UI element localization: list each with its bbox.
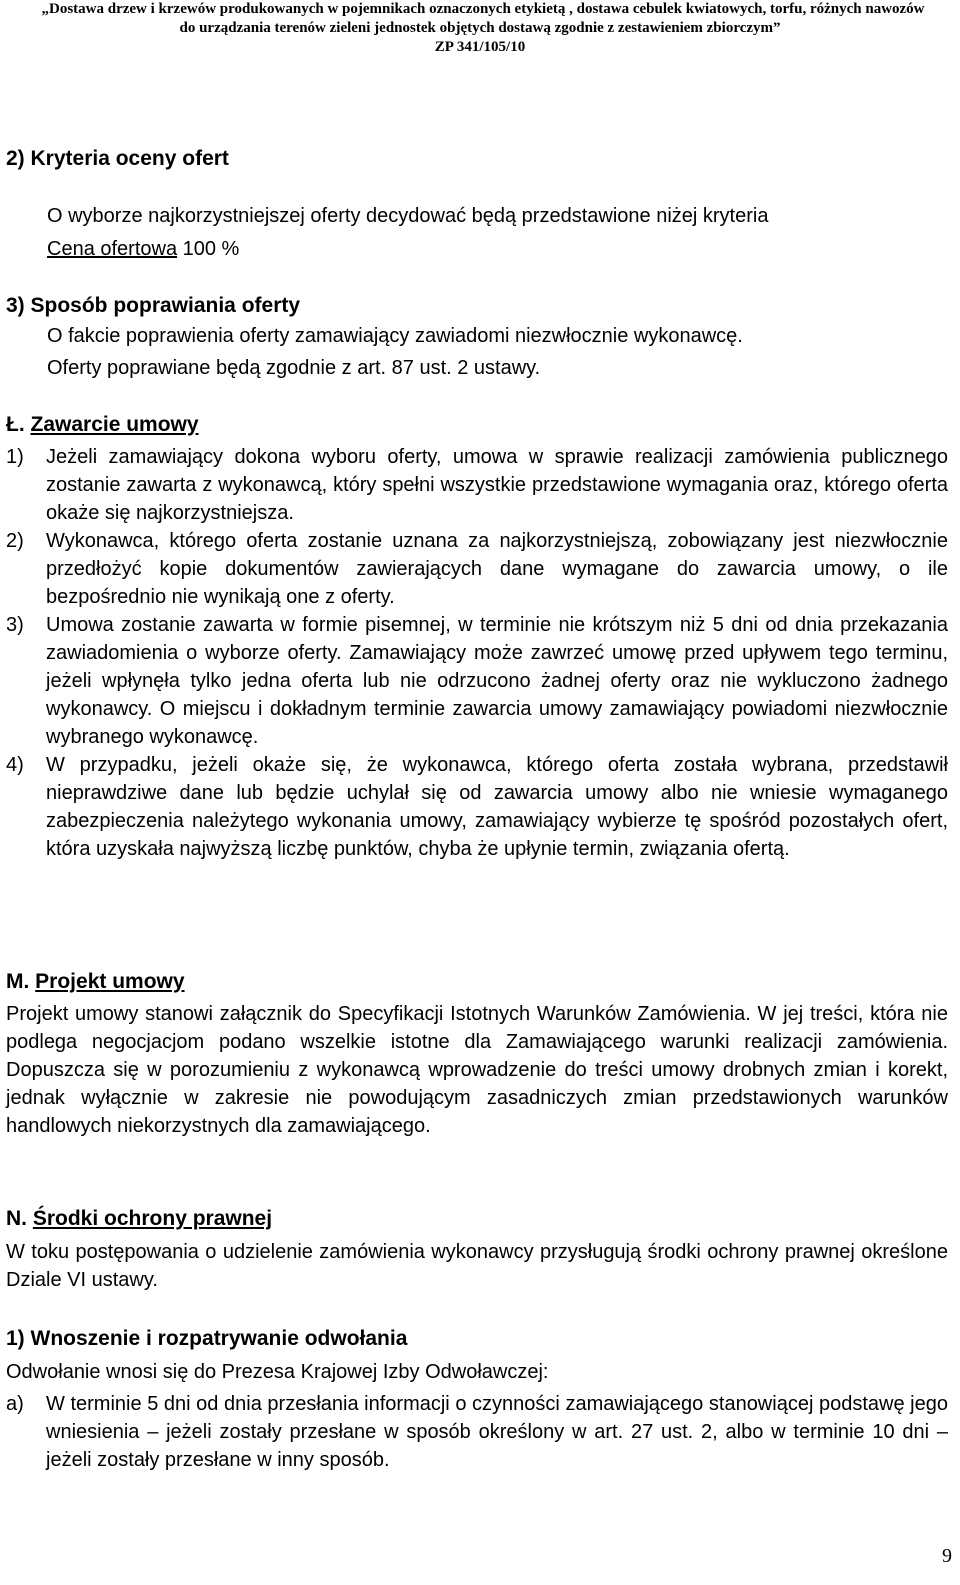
- header-line-1: „Dostawa drzew i krzewów produkowanych w pojemnikach oznaczonych etykietą , dostawa cebulek kwiatowych, torfu, różnych nawozów: [41, 1, 925, 17]
- section-l-list: [6, 443, 948, 863]
- appeal-intro: Odwołanie wnosi się do Prezesa Krajowej Izby Odwoławczej:: [6, 1361, 549, 1383]
- list-item: 2) Wykonawca, którego oferta zostanie uznana za najkorzystniejszą, zobowiązany jest niezwłocznie przedłożyć kopie dokumentów zawierających dane wymagane do zawarcia umowy, o ile bezpośrednio nie wynikają one z oferty.: [6, 530, 948, 608]
- list-item: 3) Umowa zostanie zawarta w formie pisemnej, w terminie nie krótszym niż 5 dni od dnia przekazania zawiadomienia o wyborze oferty. Zamawiający może zawrzeć umowę przed upływem tego terminu, jeżeli wpłynęła tylko jedna oferta lub nie odrzucono żadnej oferty oraz nie wykluczono żadnego wykonawcy. O miejscu i dokładnym terminie zawarcia umowy zamawiający powiadomi niezwłocznie wybranego wykonawcę.: [6, 614, 948, 748]
- section-n-heading: N. Środki ochrony prawnej: [6, 1207, 273, 1230]
- section-2-heading: 2) Kryteria oceny ofert: [6, 147, 229, 170]
- page-number: 9: [942, 1545, 952, 1567]
- appeal-list: [6, 1390, 948, 1474]
- appeal-heading: 1) Wnoszenie i rozpatrywanie odwołania: [6, 1327, 408, 1350]
- section-l-heading: Ł. Zawarcie umowy: [6, 413, 199, 436]
- list-item: 1) Jeżeli zamawiający dokona wyboru oferty, umowa w sprawie realizacji zamówienia publicznego zostanie zawarta z wykonawcą, który spełni wszystkie przedstawione wymagania oraz, którego oferta okaże się najkorzystniejsza.: [6, 446, 948, 524]
- criteria-link[interactable]: Cena ofertowa: [47, 238, 178, 260]
- list-item: a) W terminie 5 dni od dnia przesłania informacji o czynności zamawiającego stanowiącej podstawę jego wniesienia – jeżeli zostały przesłane w sposób określony w art. 27 ust. 2, albo w terminie 10 dni – jeżeli zostały przesłane w inny sposób.: [6, 1393, 948, 1471]
- section-2-line-1: O wyborze najkorzystniejszej oferty decydować będą przedstawione niżej kryteria: [47, 205, 769, 227]
- section-m-heading: M. Projekt umowy: [6, 970, 185, 993]
- document-header: [0, 0, 960, 57]
- header-line-3: ZP 341/105/10: [434, 39, 526, 55]
- section-n-text: W toku postępowania o udzielenie zamówienia wykonawcy przysługują środki ochrony prawnej określone Dziale VI ustawy.: [6, 1241, 948, 1291]
- section-3-line-1: O fakcie poprawienia oferty zamawiający zawiadomi niezwłocznie wykonawcę.: [47, 325, 743, 347]
- section-2-line-2: Cena ofertowa 100 %: [47, 238, 240, 260]
- section-m-text: Projekt umowy stanowi załącznik do Specyfikacji Istotnych Warunków Zamówienia. W jej treści, która nie podlega negocjacjom podano wszelkie istotne dla Zamawiającego warunki realizacji zamówienia. Dopuszcza się w porozumieniu z wykonawcą wprowadzenie do treści umowy drobnych zmian i korekt, jednak wyłącznie w zakresie nie powodującym zasadniczych zmian przedstawionych warunków handlowych niekorzystnych dla zamawiającego.: [6, 1003, 948, 1137]
- header-line-2: do urządzania terenów zieleni jednostek objętych dostawą zgodnie z zestawieniem zbiorczym”: [179, 20, 781, 36]
- list-item: 4) W przypadku, jeżeli okaże się, że wykonawca, którego oferta została wybrana, przedstawił nieprawdziwe dane lub będzie uchylał się od zawarcia umowy albo nie wniesie wymaganego zabezpieczenia należytego wykonania umowy, zamawiający wybierze tę spośród pozostałych ofert, która uzyskała najwyższą liczbę punktów, chyba że upłynie termin, związania ofertą.: [6, 754, 948, 860]
- section-3-line-2: Oferty poprawiane będą zgodnie z art. 87 ust. 2 ustawy.: [47, 357, 541, 379]
- section-3-heading: 3) Sposób poprawiania oferty: [6, 294, 301, 317]
